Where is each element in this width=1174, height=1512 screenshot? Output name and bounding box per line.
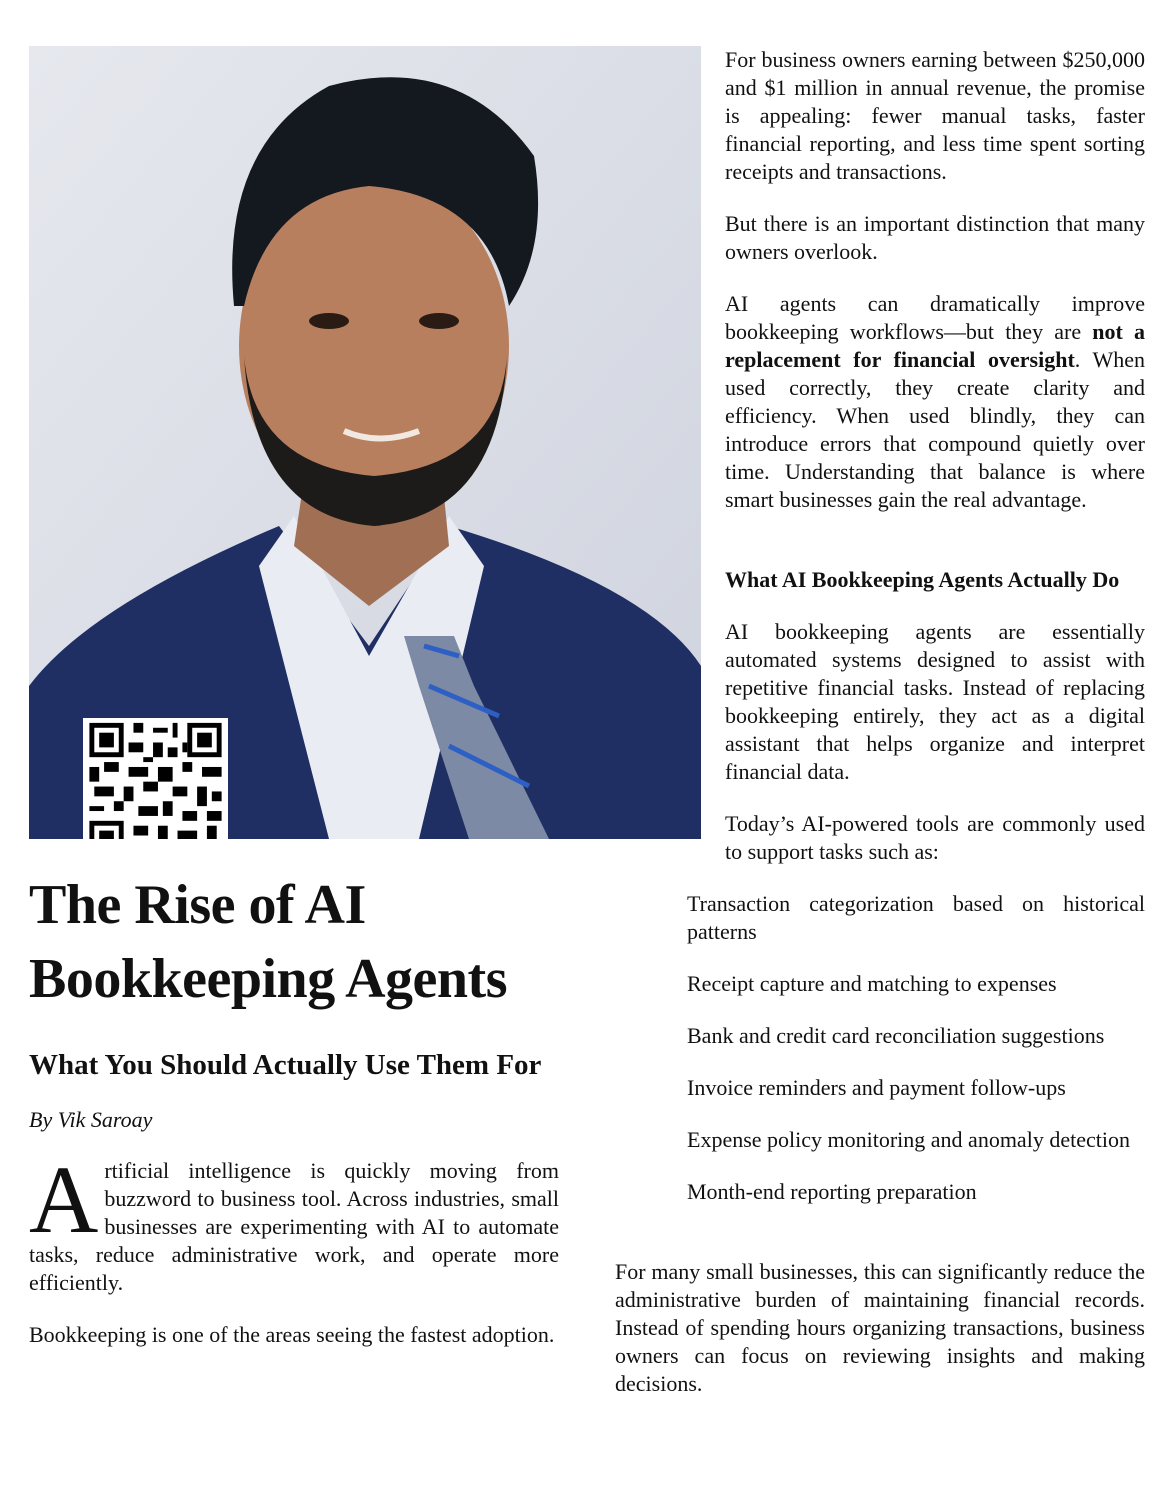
article-subtitle: What You Should Actually Use Them For [29,1049,542,1081]
paragraph-owners-promise: For business owners earning between $250,000 and $1 million in annual revenue, the promise is appealing: fewer manual tasks, faster financial reporting, and less time spent sorting receipts and transactions. [725,47,1145,184]
oversight-text-a: AI agents can dramatically improve bookkeeping workflows—but they are [725,291,1145,344]
list-item: Expense policy monitoring and anomaly detection [687,1127,1130,1152]
list-item: Month-end reporting preparation [687,1179,977,1204]
intro-text: rtificial intelligence is quickly moving from buzzword to business tool. Across industries, small businesses are experimenting with AI to automate tasks, reduce administrative work, and operate more efficiently. [29,1158,559,1295]
intro-paragraph [29,1146,559,1297]
task-list [687,890,1145,1230]
paragraph-adoption: Bookkeeping is one of the areas seeing the fastest adoption. [29,1322,555,1347]
author-photo [29,46,701,839]
paragraph-what-agents-do: AI bookkeeping agents are essentially automated systems designed to assist with repetitive financial tasks. Instead of replacing bookkeeping entirely, they act as a digital assistant that helps organize and interpret financial data. [725,619,1145,784]
oversight-emphasis: not a replacement for financial oversight [725,319,1145,372]
section-heading: What AI Bookkeeping Agents Actually Do [725,567,1120,592]
paragraph-oversight [725,290,1145,514]
paragraph-tasks-intro: Today’s AI-powered tools are commonly used to support tasks such as: [725,811,1145,864]
byline: By Vik Saroay [29,1107,153,1132]
list-item: Bank and credit card reconciliation suggestions [687,1023,1105,1048]
qr-code [83,718,228,839]
list-item: Receipt capture and matching to expenses [687,971,1057,996]
paragraph-distinction: But there is an important distinction that many owners overlook. [725,211,1145,264]
list-item: Transaction categorization based on historical patterns [687,891,1145,944]
oversight-text-b: . When used correctly, they create clarity and efficiency. When used blindly, they can introduce errors that compound quietly over time. Understanding that balance is where smart businesses gain the real advantage. [725,347,1145,512]
left-column-body [29,1146,559,1373]
right-column-body [725,46,1145,890]
paragraph-closing: For many small businesses, this can significantly reduce the administrative burden of maintaining financial records. Instead of spending hours organizing transactions, business owners can focus on reviewing insights and making decisions. [615,1259,1145,1396]
drop-cap: A [29,1146,99,1253]
article-title: The Rise of AI Bookkeeping Agents [29,874,507,1010]
list-item: Invoice reminders and payment follow-ups [687,1075,1066,1100]
